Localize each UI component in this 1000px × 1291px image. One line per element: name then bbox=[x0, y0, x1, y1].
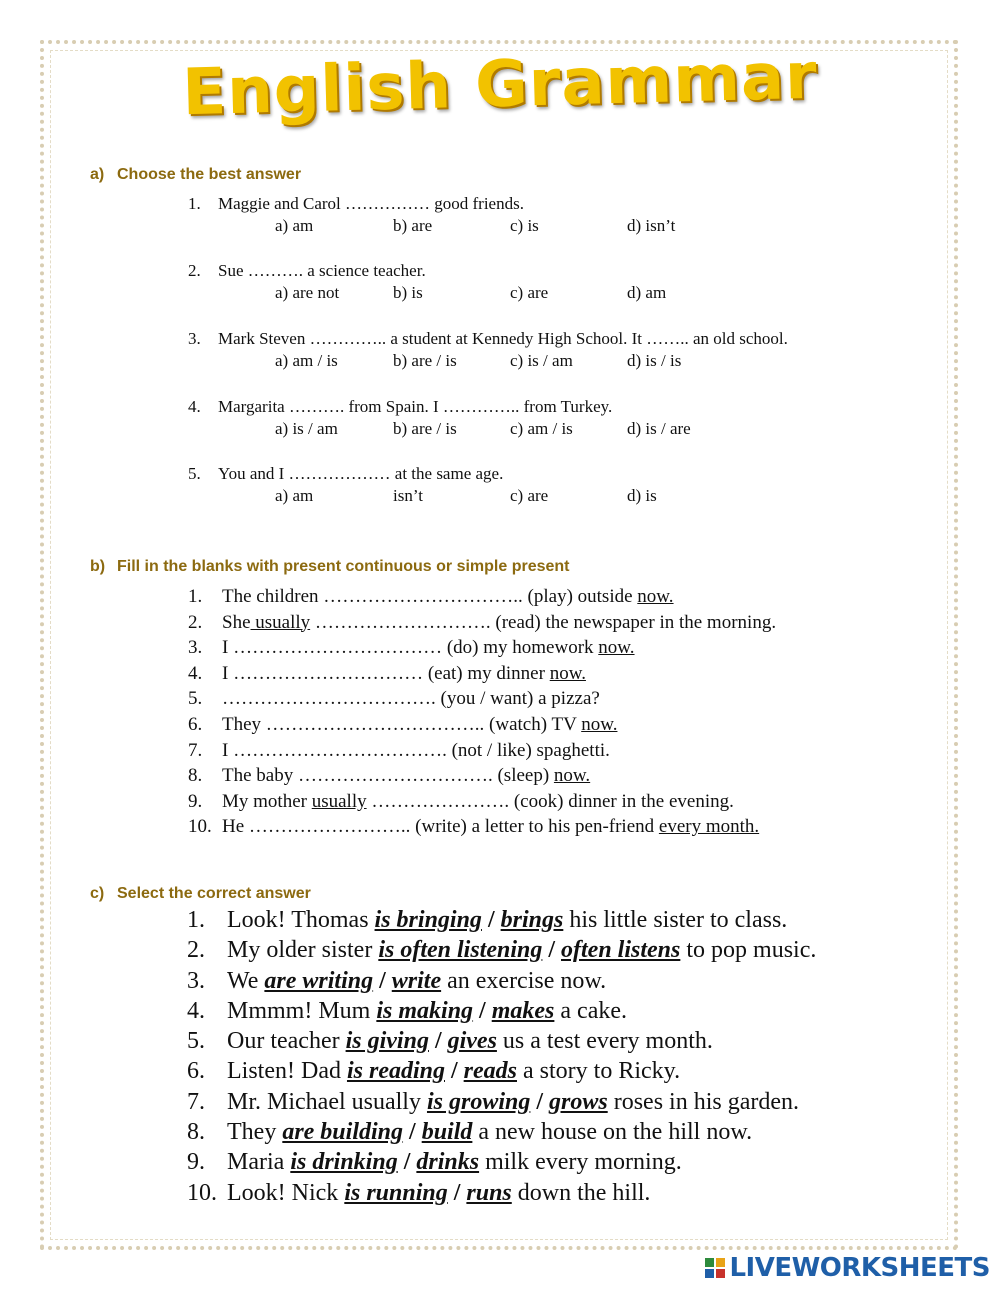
fill-text[interactable]: ……………………………. (you / want) a pizza? bbox=[222, 688, 600, 710]
sentence-start: My older sister bbox=[227, 937, 379, 964]
time-expression: usually bbox=[250, 611, 311, 633]
fill-item bbox=[188, 584, 908, 610]
section-b-letter: b) bbox=[90, 558, 106, 575]
select-number: 2. bbox=[187, 937, 205, 964]
fill-text[interactable]: He …………………….. (write) a letter to his pen-friend bbox=[222, 816, 659, 838]
fill-number: 3. bbox=[188, 637, 203, 659]
fill-text-end[interactable]: …………………. (cook) dinner in the evening. bbox=[366, 790, 734, 812]
choice-option-2[interactable]: build bbox=[421, 1119, 473, 1146]
choice-option-2[interactable]: gives bbox=[447, 1028, 497, 1055]
sentence-end: a cake. bbox=[554, 997, 627, 1024]
answer-options bbox=[188, 215, 908, 237]
liveworksheets-logo bbox=[705, 1253, 990, 1283]
fill-item bbox=[188, 763, 908, 789]
question-stem bbox=[188, 193, 908, 215]
page-title: English Grammar bbox=[181, 39, 819, 131]
sentence-start: Look! Nick bbox=[227, 1179, 345, 1206]
question-text: Mark Steven ………….. a student at Kennedy High School. It …….. an old school. bbox=[218, 329, 788, 348]
select-number: 1. bbox=[187, 907, 205, 933]
section-c-letter: c) bbox=[90, 885, 105, 902]
select-number: 9. bbox=[187, 1149, 205, 1176]
fill-number: 10. bbox=[188, 816, 212, 838]
sentence-start: Mr. Michael usually bbox=[227, 1088, 427, 1115]
select-item bbox=[187, 1087, 907, 1117]
sentence-end: roses in his garden. bbox=[607, 1088, 799, 1115]
answer-option[interactable]: a) is / am bbox=[275, 419, 338, 438]
select-item bbox=[187, 1178, 907, 1208]
answer-option[interactable]: c) am / is bbox=[510, 419, 573, 438]
question-number: 3. bbox=[188, 329, 201, 348]
fill-item bbox=[188, 738, 908, 764]
select-number: 4. bbox=[187, 997, 205, 1024]
choice-option-1[interactable]: is making bbox=[376, 997, 474, 1024]
fill-text[interactable]: I …………………………… (do) my homework bbox=[222, 637, 599, 659]
fill-text[interactable]: They …………………………….. (watch) TV bbox=[222, 713, 582, 735]
fill-text[interactable]: The children ………………………….. (play) outside bbox=[222, 586, 638, 607]
question-text: Maggie and Carol …………… good friends. bbox=[218, 194, 524, 213]
answer-option[interactable]: b) is bbox=[393, 283, 423, 302]
time-expression: every month. bbox=[658, 816, 760, 838]
select-item bbox=[187, 1026, 907, 1056]
answer-option[interactable]: d) is / is bbox=[627, 351, 682, 370]
choice-option-1[interactable]: is bringing bbox=[374, 907, 482, 933]
section-c-heading bbox=[90, 885, 311, 903]
choice-option-1[interactable]: is growing bbox=[426, 1088, 531, 1115]
fill-text[interactable]: I ……………………………. (not / like) spaghetti. bbox=[222, 739, 610, 761]
fill-number: 2. bbox=[188, 611, 203, 633]
sentence-start: Listen! Dad bbox=[227, 1058, 347, 1085]
question-item bbox=[188, 260, 908, 304]
answer-option[interactable]: b) are bbox=[393, 216, 433, 235]
fill-number: 6. bbox=[188, 713, 203, 735]
answer-option[interactable]: a) am / is bbox=[275, 351, 338, 370]
sentence-end: an exercise now. bbox=[441, 967, 607, 994]
answer-option[interactable]: c) are bbox=[510, 486, 549, 505]
answer-options bbox=[188, 282, 908, 304]
sentence-end: milk every morning. bbox=[479, 1149, 682, 1176]
time-expression: now. bbox=[549, 662, 586, 684]
fill-text[interactable]: She bbox=[222, 611, 251, 633]
select-number: 3. bbox=[187, 967, 205, 994]
answer-option[interactable]: d) is / are bbox=[627, 419, 691, 438]
answer-option[interactable]: d) am bbox=[627, 283, 667, 302]
fill-number: 7. bbox=[188, 739, 203, 761]
answer-option[interactable]: b) are / is bbox=[393, 419, 457, 438]
answer-option[interactable]: b) are / is bbox=[393, 351, 457, 370]
select-item bbox=[187, 1147, 907, 1177]
choice-separator: / bbox=[473, 997, 492, 1024]
question-text: You and I ……………… at the same age. bbox=[218, 464, 504, 483]
question-text: Margarita ………. from Spain. I ………….. from Turkey. bbox=[218, 397, 613, 416]
fill-number: 5. bbox=[188, 688, 203, 710]
answer-option[interactable]: c) is / am bbox=[510, 351, 573, 370]
sentence-end: a story to Ricky. bbox=[517, 1058, 681, 1085]
question-stem bbox=[188, 396, 908, 418]
question-item bbox=[188, 328, 908, 372]
section-c-heading-text: Select the correct answer bbox=[117, 885, 311, 902]
section-b-heading-text: Fill in the blanks with present continuous or simple present bbox=[117, 558, 570, 575]
question-stem bbox=[188, 260, 908, 282]
sentence-end: down the hill. bbox=[511, 1179, 651, 1206]
fill-item bbox=[188, 814, 908, 840]
sentence-end: to pop music. bbox=[680, 937, 817, 964]
answer-options bbox=[188, 418, 908, 440]
question-stem bbox=[188, 328, 908, 350]
question-item bbox=[188, 193, 908, 237]
choice-option-2[interactable]: grows bbox=[549, 1088, 608, 1115]
fill-item bbox=[188, 635, 908, 661]
sentence-end: us a test every month. bbox=[496, 1028, 713, 1055]
section-b-heading bbox=[90, 558, 570, 576]
choice-option-2[interactable]: brings bbox=[500, 907, 564, 933]
select-number: 5. bbox=[187, 1028, 205, 1055]
section-a-heading bbox=[90, 166, 301, 184]
sentence-end: his little sister to class. bbox=[563, 907, 788, 933]
select-item bbox=[187, 1117, 907, 1147]
choice-option-1[interactable]: is running bbox=[344, 1179, 448, 1206]
sentence-end: a new house on the hill now. bbox=[472, 1119, 753, 1146]
question-stem bbox=[188, 463, 908, 485]
select-number: 6. bbox=[187, 1058, 205, 1085]
choice-option-2[interactable]: drinks bbox=[416, 1149, 480, 1176]
choice-option-1[interactable]: are writing bbox=[264, 967, 374, 994]
fill-item bbox=[188, 686, 908, 712]
answer-option[interactable]: c) are bbox=[510, 283, 549, 302]
sentence-start: We bbox=[227, 967, 265, 994]
select-item bbox=[187, 1056, 907, 1086]
fill-text[interactable]: My mother bbox=[222, 790, 312, 812]
select-number: 10. bbox=[187, 1179, 217, 1206]
answer-option[interactable]: c) is bbox=[510, 216, 539, 235]
choice-option-1[interactable]: is drinking bbox=[290, 1149, 398, 1176]
answer-option[interactable]: a) am bbox=[275, 486, 314, 505]
choice-option-2[interactable]: runs bbox=[466, 1179, 512, 1206]
section-a-letter: a) bbox=[90, 166, 105, 183]
question-item bbox=[188, 396, 908, 440]
choice-option-2[interactable]: makes bbox=[491, 997, 555, 1024]
section-a-heading-text: Choose the best answer bbox=[117, 166, 302, 183]
choice-separator: / bbox=[403, 1119, 422, 1146]
fill-item bbox=[188, 789, 908, 815]
sentence-start: Maria bbox=[227, 1149, 291, 1176]
choice-separator: / bbox=[397, 1149, 417, 1176]
fill-text[interactable]: I ………………………… (eat) my dinner bbox=[222, 662, 550, 684]
fill-number: 1. bbox=[188, 586, 203, 607]
question-number: 5. bbox=[188, 464, 201, 483]
question-item bbox=[188, 463, 908, 507]
select-number: 8. bbox=[187, 1119, 205, 1146]
fill-item bbox=[188, 712, 908, 738]
choice-separator: / bbox=[373, 967, 392, 994]
choice-option-1[interactable]: is often listening bbox=[378, 937, 543, 964]
choice-separator: / bbox=[542, 937, 562, 964]
choice-option-2[interactable]: write bbox=[391, 967, 442, 994]
sentence-start: They bbox=[227, 1119, 283, 1146]
logo-text: LIVEWORKSHEETS bbox=[729, 1253, 990, 1283]
sentence-start: Mmmm! Mum bbox=[227, 997, 377, 1024]
select-item bbox=[187, 966, 907, 996]
question-number: 2. bbox=[188, 261, 201, 280]
select-item bbox=[187, 905, 907, 935]
select-item bbox=[187, 935, 907, 965]
fill-item bbox=[188, 610, 908, 636]
question-number: 4. bbox=[188, 397, 201, 416]
select-item bbox=[187, 996, 907, 1026]
choice-separator: / bbox=[481, 907, 501, 933]
time-expression: now. bbox=[553, 765, 591, 787]
fill-item bbox=[188, 661, 908, 687]
choice-option-2[interactable]: often listens bbox=[561, 937, 681, 964]
section-b-list bbox=[188, 584, 908, 840]
choice-separator: / bbox=[530, 1088, 550, 1115]
answer-option[interactable]: isn’t bbox=[393, 486, 423, 505]
question-number: 1. bbox=[188, 194, 201, 213]
choice-separator: / bbox=[428, 1028, 448, 1055]
fill-number: 8. bbox=[188, 765, 203, 787]
answer-options bbox=[188, 350, 908, 372]
fill-text-end[interactable]: ………………………. (read) the newspaper in the morning. bbox=[310, 611, 777, 633]
answer-option[interactable]: d) is bbox=[627, 486, 657, 505]
section-c-list bbox=[187, 905, 907, 1208]
time-expression: now. bbox=[637, 586, 674, 607]
time-expression: now. bbox=[581, 713, 618, 735]
answer-option[interactable]: a) are not bbox=[275, 283, 340, 302]
answer-options bbox=[188, 485, 908, 507]
answer-option[interactable]: d) isn’t bbox=[627, 216, 676, 235]
fill-text[interactable]: The baby …………………………. (sleep) bbox=[222, 765, 554, 787]
fill-number: 9. bbox=[188, 790, 203, 812]
select-number: 7. bbox=[187, 1088, 205, 1115]
liveworksheets-logo-icon bbox=[705, 1258, 725, 1278]
sentence-start: Our teacher bbox=[227, 1028, 346, 1055]
answer-option[interactable]: a) am bbox=[275, 216, 314, 235]
choice-option-1[interactable]: is reading bbox=[346, 1058, 445, 1085]
sentence-start: Look! Thomas bbox=[227, 907, 375, 933]
question-text: Sue ………. a science teacher. bbox=[218, 261, 426, 280]
time-expression: now. bbox=[598, 637, 635, 659]
choice-option-1[interactable]: is giving bbox=[345, 1028, 429, 1055]
choice-option-1[interactable]: are building bbox=[282, 1119, 404, 1146]
choice-separator: / bbox=[444, 1058, 464, 1085]
choice-option-2[interactable]: reads bbox=[463, 1058, 517, 1085]
fill-number: 4. bbox=[188, 662, 203, 684]
time-expression: usually bbox=[311, 790, 367, 812]
choice-separator: / bbox=[447, 1179, 467, 1206]
